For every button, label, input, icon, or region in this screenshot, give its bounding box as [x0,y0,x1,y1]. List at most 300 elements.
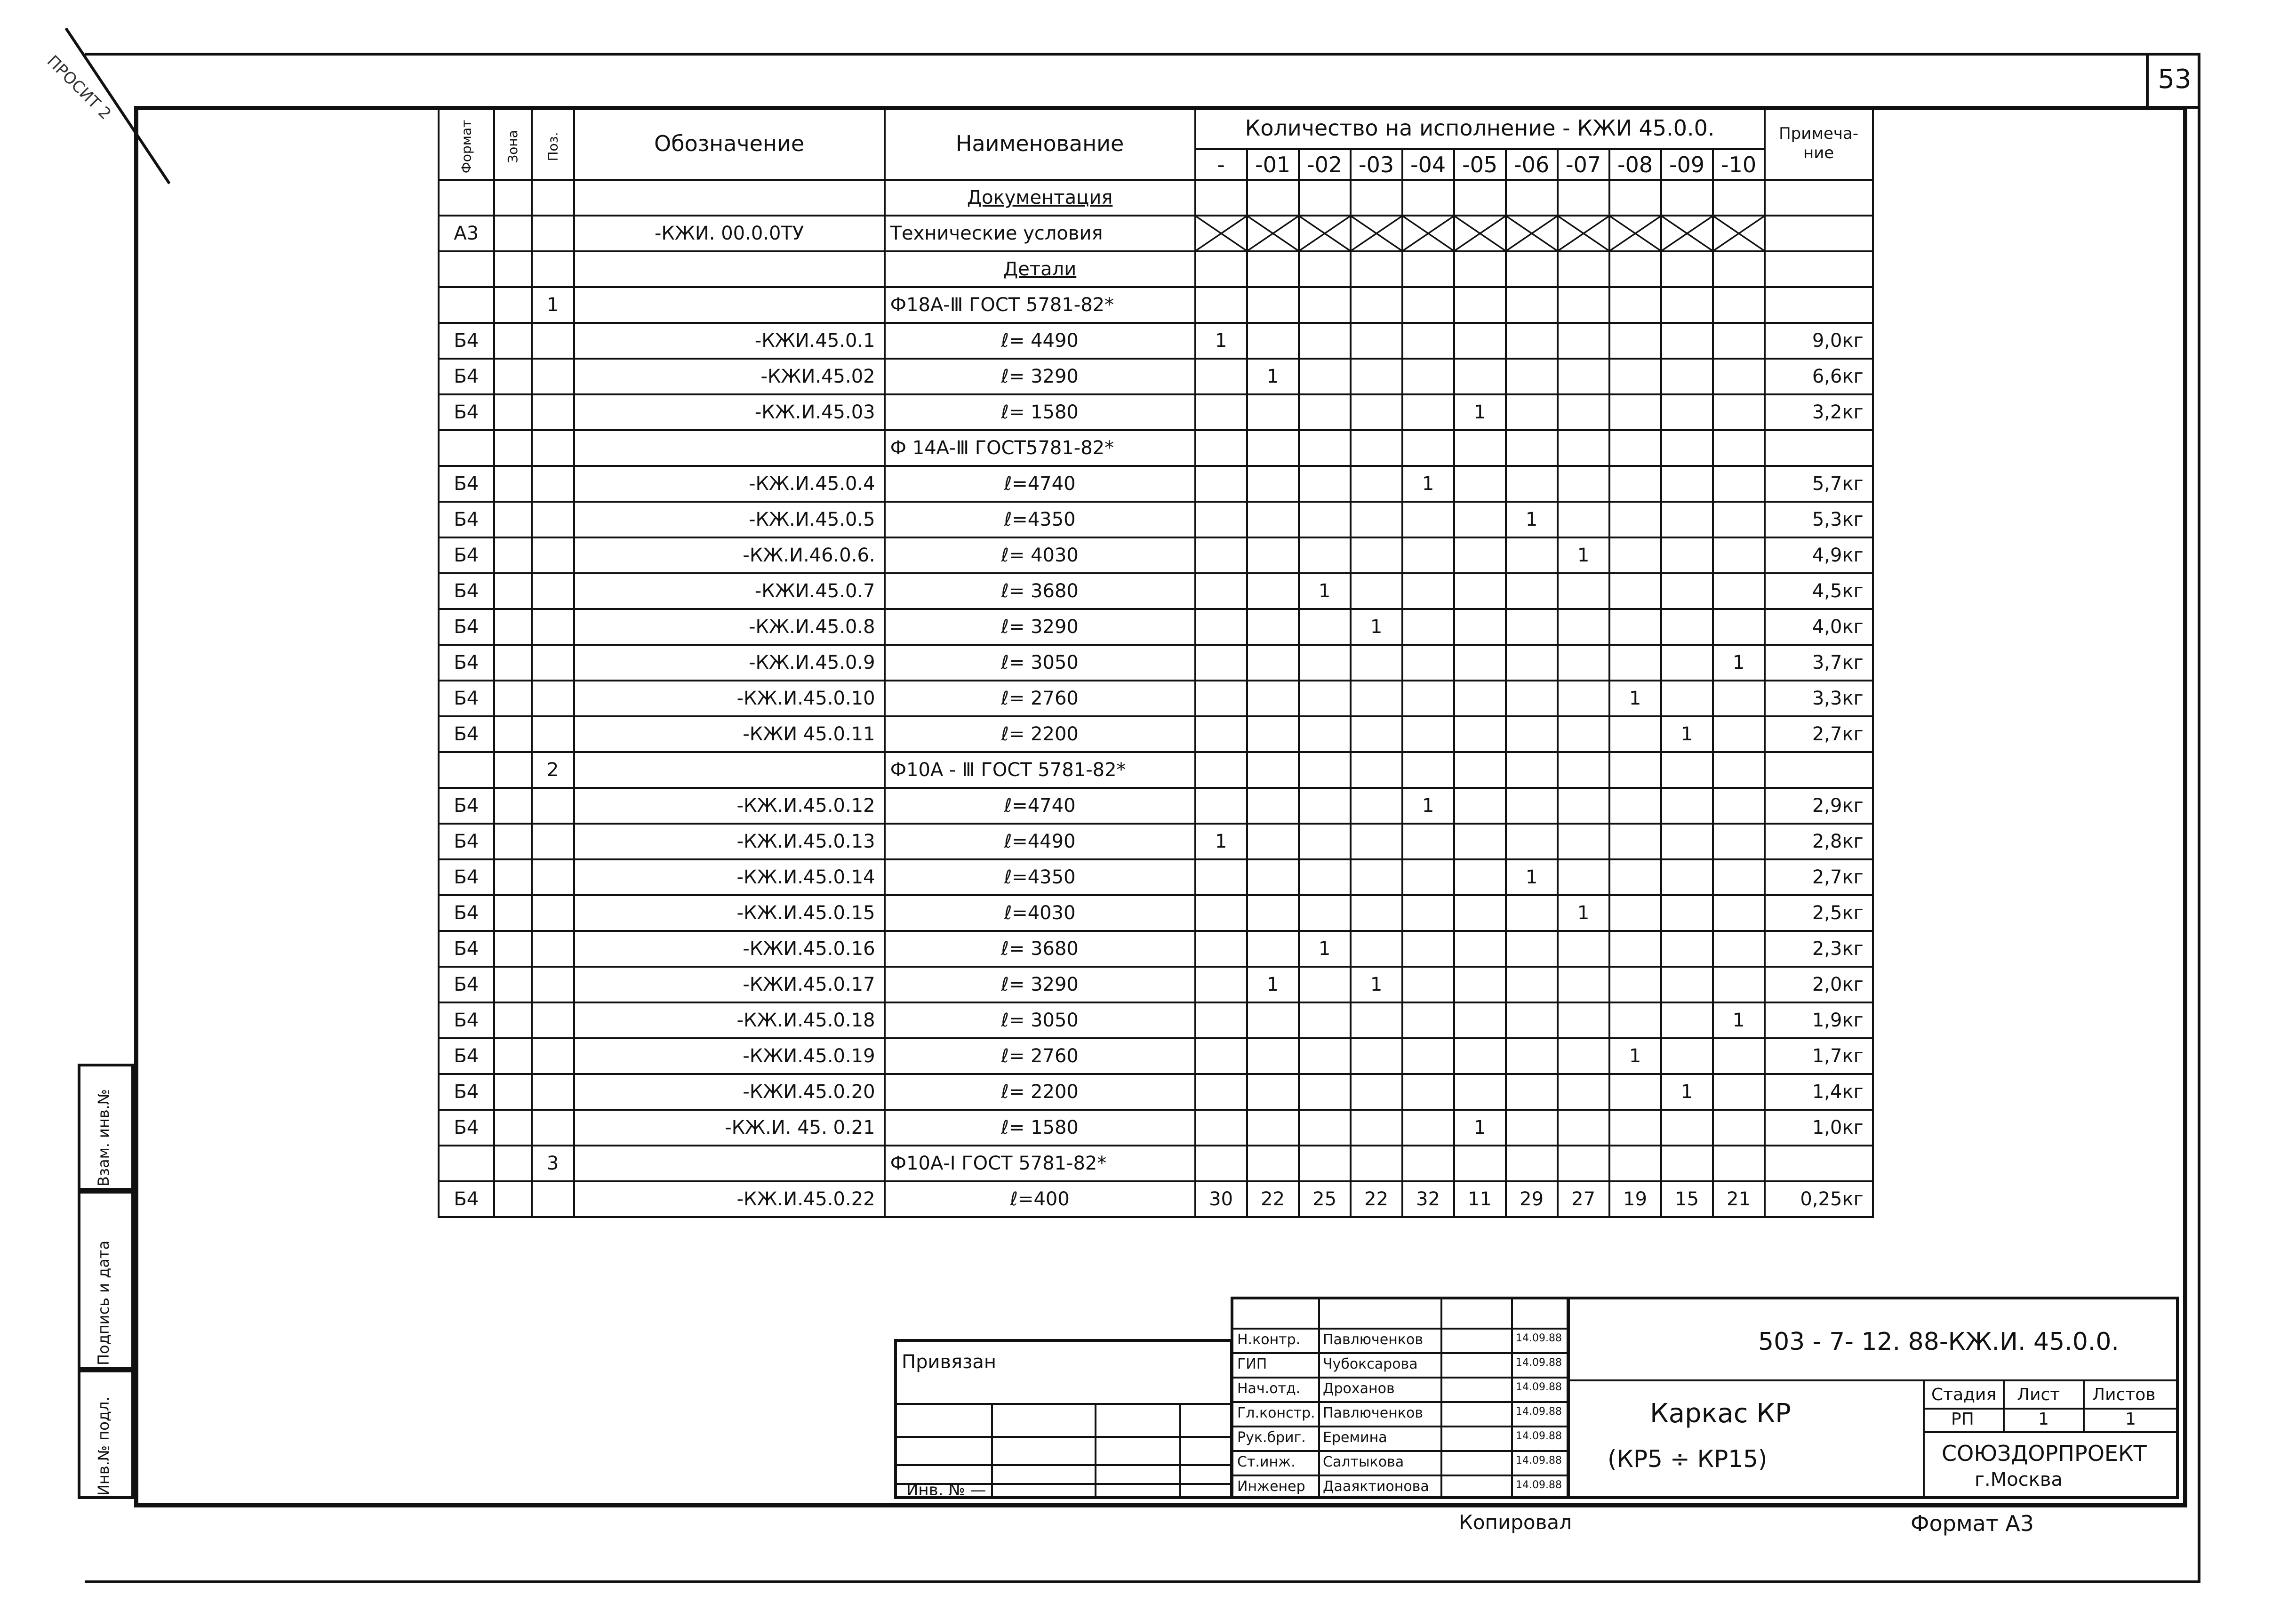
qty-cell [1299,967,1351,1002]
note-cell: 0,25кг [1765,1181,1873,1217]
qty-cell [1299,323,1351,359]
name-cell: ℓ= 3290 [885,609,1195,645]
qty-cell [1454,537,1506,573]
signature-name: Павлюченков [1323,1331,1424,1348]
qty-cell [1609,251,1661,287]
format-cell: Б4 [439,1002,494,1038]
pos-cell [532,502,574,537]
qty-cell: 1 [1299,931,1351,967]
cross-mark [1455,216,1505,250]
qty-cell [1506,895,1558,931]
qty-cell [1351,752,1402,788]
qty-cell [1713,1146,1765,1181]
specification-table [438,106,1874,1218]
qty-cell [1351,681,1402,716]
qty-cell [1402,967,1454,1002]
name-cell: ℓ= 2760 [885,681,1195,716]
name-cell: ℓ=4350 [885,502,1195,537]
qty-cell: 1 [1558,895,1609,931]
zone-cell [494,824,532,859]
qty-cell [1195,1074,1247,1110]
qty-cell [1454,323,1506,359]
name-cell: Технические условия [885,216,1195,251]
designation-cell: -КЖИ 45.0.11 [574,716,885,752]
qty-cell [1506,681,1558,716]
qty-cell [1195,180,1247,216]
format-cell [439,752,494,788]
note-cell: 4,9кг [1765,537,1873,573]
qty-cell [1402,1038,1454,1074]
name-cell: ℓ=400 [885,1181,1195,1217]
qty-cell [1713,859,1765,895]
qty-cell [1351,394,1402,430]
signature-role: Нач.отд. [1237,1380,1301,1397]
qty-cell: 1 [1713,1002,1765,1038]
drawing-code: 503 - 7- 12. 88-КЖ.И. 45.0.0. [1758,1328,2119,1356]
note-cell: 4,0кг [1765,609,1873,645]
qty-cell [1247,1002,1299,1038]
pos-cell [532,1181,574,1217]
qty-cell [1299,394,1351,430]
zone-cell [494,645,532,681]
name-cell: ℓ= 2200 [885,716,1195,752]
name-cell: ℓ= 3050 [885,1002,1195,1038]
note-cell: 2,7кг [1765,859,1873,895]
table-row [439,1038,1873,1074]
qty-cell: 1 [1506,502,1558,537]
qty-cell [1609,788,1661,824]
qty-cell [1713,681,1765,716]
qty-cell [1609,394,1661,430]
name-cell: Ф10А-Ⅰ ГОСТ 5781-82* [885,1146,1195,1181]
header-designation: Обозначение [574,107,885,180]
qty-cell: 1 [1713,645,1765,681]
qty-cell [1713,537,1765,573]
qty-cell [1195,1038,1247,1074]
zone-cell [494,716,532,752]
qty-cell [1195,394,1247,430]
qty-cell [1195,788,1247,824]
cross-mark [1352,216,1401,250]
qty-cell [1247,537,1299,573]
qty-cell [1195,430,1247,466]
pos-cell [532,1074,574,1110]
qty-cell: 19 [1609,1181,1661,1217]
zone-cell [494,466,532,502]
designation-cell: -КЖ.И.45.0.9 [574,645,885,681]
zone-cell [494,359,532,394]
qty-cell [1558,573,1609,609]
table-row [439,359,1873,394]
designation-cell [574,180,885,216]
qty-cell [1713,251,1765,287]
qty-cell [1661,645,1713,681]
name-cell: ℓ= 3680 [885,573,1195,609]
table-row [439,788,1873,824]
qty-cell [1299,430,1351,466]
note-cell: 4,5кг [1765,573,1873,609]
qty-cell [1247,931,1299,967]
header-pos: Поз. [532,107,574,180]
qty-cell [1454,609,1506,645]
header-variant: -08 [1609,149,1661,180]
zone-cell [494,752,532,788]
qty-cell [1713,1038,1765,1074]
qty-cell [1558,430,1609,466]
format-label: Формат А3 [1911,1511,2034,1536]
qty-cell [1299,251,1351,287]
qty-cell [1713,466,1765,502]
qty-cell [1247,824,1299,859]
format-cell: Б4 [439,645,494,681]
note-cell: 6,6кг [1765,359,1873,394]
qty-cell [1299,824,1351,859]
qty-cell: 1 [1609,1038,1661,1074]
qty-cell [1558,1002,1609,1038]
table-row [439,1002,1873,1038]
name-cell: ℓ= 3290 [885,967,1195,1002]
zone-cell [494,394,532,430]
signature-role: Гл.констр. [1237,1405,1315,1421]
qty-cell [1402,609,1454,645]
name-cell: ℓ=4740 [885,788,1195,824]
qty-cell [1299,1074,1351,1110]
qty-cell [1454,180,1506,216]
table-row [439,251,1873,287]
zone-cell [494,967,532,1002]
note-cell: 2,3кг [1765,931,1873,967]
qty-cell [1609,180,1661,216]
qty-cell [1661,931,1713,967]
zone-cell [494,609,532,645]
qty-cell [1299,752,1351,788]
qty-cell [1506,1110,1558,1146]
qty-cell [1506,1002,1558,1038]
qty-cell [1402,1110,1454,1146]
designation-cell: -КЖ.И.45.0.8 [574,609,885,645]
cross-mark [1403,216,1453,250]
qty-cell [1195,967,1247,1002]
qty-cell [1454,1002,1506,1038]
qty-cell [1558,752,1609,788]
qty-cell [1558,1146,1609,1181]
side-inv-orig-label: Инв.№ подл. [95,1396,112,1496]
header-variant: - [1195,149,1247,180]
qty-cell [1299,788,1351,824]
pos-cell [532,323,574,359]
qty-cell [1609,466,1661,502]
qty-cell [1609,824,1661,859]
qty-cell [1609,359,1661,394]
signature-name: Дроханов [1323,1380,1395,1397]
name-cell: ℓ= 1580 [885,1110,1195,1146]
crossed-cell [1402,216,1454,251]
header-note: Примеча-ние [1765,107,1873,180]
qty-cell [1351,1002,1402,1038]
table-row [439,1146,1873,1181]
cross-mark [1507,216,1557,250]
qty-cell [1402,681,1454,716]
qty-cell [1558,502,1609,537]
table-row [439,645,1873,681]
cross-mark [1662,216,1712,250]
table-row [439,430,1873,466]
table-row [439,1074,1873,1110]
qty-cell [1506,752,1558,788]
side-sign-date-label: Подпись и дата [95,1240,112,1365]
zone-cell [494,287,532,323]
name-cell: ℓ= 2760 [885,1038,1195,1074]
zone-cell [494,216,532,251]
qty-cell [1247,752,1299,788]
designation-cell: -КЖ.И.45.0.5 [574,502,885,537]
sheet-label: Лист [2017,1385,2060,1404]
format-cell: Б4 [439,788,494,824]
name-cell: ℓ= 1580 [885,394,1195,430]
zone-cell [494,788,532,824]
qty-cell: 32 [1402,1181,1454,1217]
pos-cell [532,466,574,502]
qty-cell [1661,287,1713,323]
qty-cell [1713,573,1765,609]
zone-cell [494,430,532,466]
qty-cell [1506,1038,1558,1074]
qty-cell: 1 [1247,967,1299,1002]
designation-cell: -КЖ.И.45.0.13 [574,824,885,859]
designation-cell: -КЖИ.45.0.20 [574,1074,885,1110]
qty-cell [1661,824,1713,859]
note-cell [1765,752,1873,788]
qty-cell [1506,394,1558,430]
qty-cell [1195,573,1247,609]
format-cell [439,251,494,287]
name-cell: Ф10А - Ⅲ ГОСТ 5781-82* [885,752,1195,788]
qty-cell [1402,1146,1454,1181]
signature-role: Инженер [1237,1478,1305,1495]
qty-cell: 11 [1454,1181,1506,1217]
qty-cell [1299,1110,1351,1146]
qty-cell [1713,967,1765,1002]
designation-cell [574,752,885,788]
qty-cell [1454,645,1506,681]
qty-cell [1195,502,1247,537]
qty-cell [1454,251,1506,287]
qty-cell [1195,859,1247,895]
cross-mark [1610,216,1660,250]
zone-cell [494,180,532,216]
sheet-value: 1 [2038,1410,2049,1429]
zone-cell [494,681,532,716]
qty-cell [1195,537,1247,573]
qty-cell [1661,537,1713,573]
qty-cell [1351,824,1402,859]
format-cell: Б4 [439,716,494,752]
pos-cell [532,967,574,1002]
organization: СОЮЗДОРПРОЕКТ [1942,1441,2147,1466]
format-cell: Б4 [439,573,494,609]
corner-diagonal [61,24,174,193]
qty-cell [1247,430,1299,466]
note-cell: 2,8кг [1765,824,1873,859]
crossed-cell [1351,216,1402,251]
qty-cell [1402,1074,1454,1110]
designation-cell: -КЖ.И.46.0.6. [574,537,885,573]
qty-cell [1299,466,1351,502]
qty-cell [1713,359,1765,394]
note-cell: 3,2кг [1765,394,1873,430]
table-row [439,466,1873,502]
note-cell [1765,180,1873,216]
qty-cell [1506,824,1558,859]
qty-cell [1454,752,1506,788]
crossed-cell [1247,216,1299,251]
qty-cell [1609,645,1661,681]
qty-cell [1558,716,1609,752]
designation-cell: -КЖ.И. 45. 0.21 [574,1110,885,1146]
qty-cell [1661,430,1713,466]
qty-cell [1299,359,1351,394]
sheets-value: 1 [2125,1410,2136,1429]
pos-cell [532,216,574,251]
qty-cell [1661,967,1713,1002]
qty-cell [1558,681,1609,716]
pos-cell [532,895,574,931]
pos-cell [532,609,574,645]
note-cell: 2,9кг [1765,788,1873,824]
qty-cell [1247,1146,1299,1181]
qty-cell [1506,323,1558,359]
qty-cell [1195,752,1247,788]
qty-cell [1247,323,1299,359]
qty-cell [1558,1110,1609,1146]
qty-cell [1661,502,1713,537]
qty-cell [1195,1002,1247,1038]
qty-cell [1351,359,1402,394]
pos-cell: 2 [532,752,574,788]
qty-cell [1195,645,1247,681]
table-row [439,752,1873,788]
drawing-subtitle: (КР5 ÷ КР15) [1608,1445,1768,1473]
qty-cell [1351,895,1402,931]
qty-cell [1247,609,1299,645]
pos-cell [532,359,574,394]
table-row [439,824,1873,859]
qty-cell [1558,180,1609,216]
qty-cell [1351,931,1402,967]
side-stamp-sign-date [78,1191,134,1370]
pos-cell [532,251,574,287]
table-row [439,895,1873,931]
qty-cell [1661,859,1713,895]
qty-cell [1299,180,1351,216]
table-row [439,573,1873,609]
qty-cell [1713,180,1765,216]
pos-cell [532,430,574,466]
format-cell: Б4 [439,824,494,859]
header-quantity: Количество на исполнение - КЖИ 45.0.0. [1195,107,1765,149]
qty-cell [1609,752,1661,788]
designation-cell: -КЖ.И.45.0.22 [574,1181,885,1217]
qty-cell [1247,895,1299,931]
qty-cell [1506,430,1558,466]
sheet-number: 53 [2146,53,2200,109]
qty-cell [1454,788,1506,824]
qty-cell [1506,1074,1558,1110]
crossed-cell [1661,216,1713,251]
qty-cell: 22 [1351,1181,1402,1217]
crossed-cell [1299,216,1351,251]
name-cell: ℓ=4030 [885,895,1195,931]
qty-cell [1558,967,1609,1002]
signature-date: 14.09.88 [1516,1357,1562,1369]
table-row [439,394,1873,430]
table-row [439,609,1873,645]
qty-cell [1195,1110,1247,1146]
qty-cell [1661,895,1713,931]
qty-cell [1402,430,1454,466]
signature-role: ГИП [1237,1356,1267,1372]
qty-cell [1713,752,1765,788]
designation-cell: -КЖИ.45.0.1 [574,323,885,359]
qty-cell [1351,537,1402,573]
signature-date: 14.09.88 [1516,1455,1562,1467]
qty-cell: 1 [1609,681,1661,716]
qty-cell [1713,502,1765,537]
qty-cell [1506,573,1558,609]
qty-cell [1195,466,1247,502]
table-row [439,180,1873,216]
qty-cell [1402,895,1454,931]
qty-cell [1506,466,1558,502]
cross-mark [1300,216,1350,250]
name-cell: Ф 14А-Ⅲ ГОСТ5781-82* [885,430,1195,466]
header-zone: Зона [494,107,532,180]
pos-cell [532,180,574,216]
header-variant: -03 [1351,149,1402,180]
designation-cell: -КЖИ.45.0.7 [574,573,885,609]
qty-cell [1351,323,1402,359]
qty-cell [1609,1110,1661,1146]
qty-cell [1713,323,1765,359]
qty-cell [1713,824,1765,859]
format-cell [439,287,494,323]
format-cell: Б4 [439,859,494,895]
pos-cell [532,788,574,824]
format-cell: Б4 [439,323,494,359]
qty-cell [1351,1038,1402,1074]
note-cell: 5,7кг [1765,466,1873,502]
qty-cell [1351,502,1402,537]
side-stamp-inv-ref [78,1064,134,1191]
qty-cell: 15 [1661,1181,1713,1217]
header-variant: -01 [1247,149,1299,180]
qty-cell: 1 [1661,716,1713,752]
drawing-title: Каркас КР [1650,1398,1791,1429]
format-cell: Б4 [439,394,494,430]
qty-cell [1506,537,1558,573]
zone-cell [494,251,532,287]
header-variant: -02 [1299,149,1351,180]
table-row [439,681,1873,716]
qty-cell [1247,1074,1299,1110]
designation-cell: -КЖ.И.45.0.10 [574,681,885,716]
qty-cell [1506,287,1558,323]
qty-cell [1661,466,1713,502]
qty-cell [1506,931,1558,967]
note-cell: 2,0кг [1765,967,1873,1002]
qty-cell [1299,609,1351,645]
qty-cell [1402,251,1454,287]
